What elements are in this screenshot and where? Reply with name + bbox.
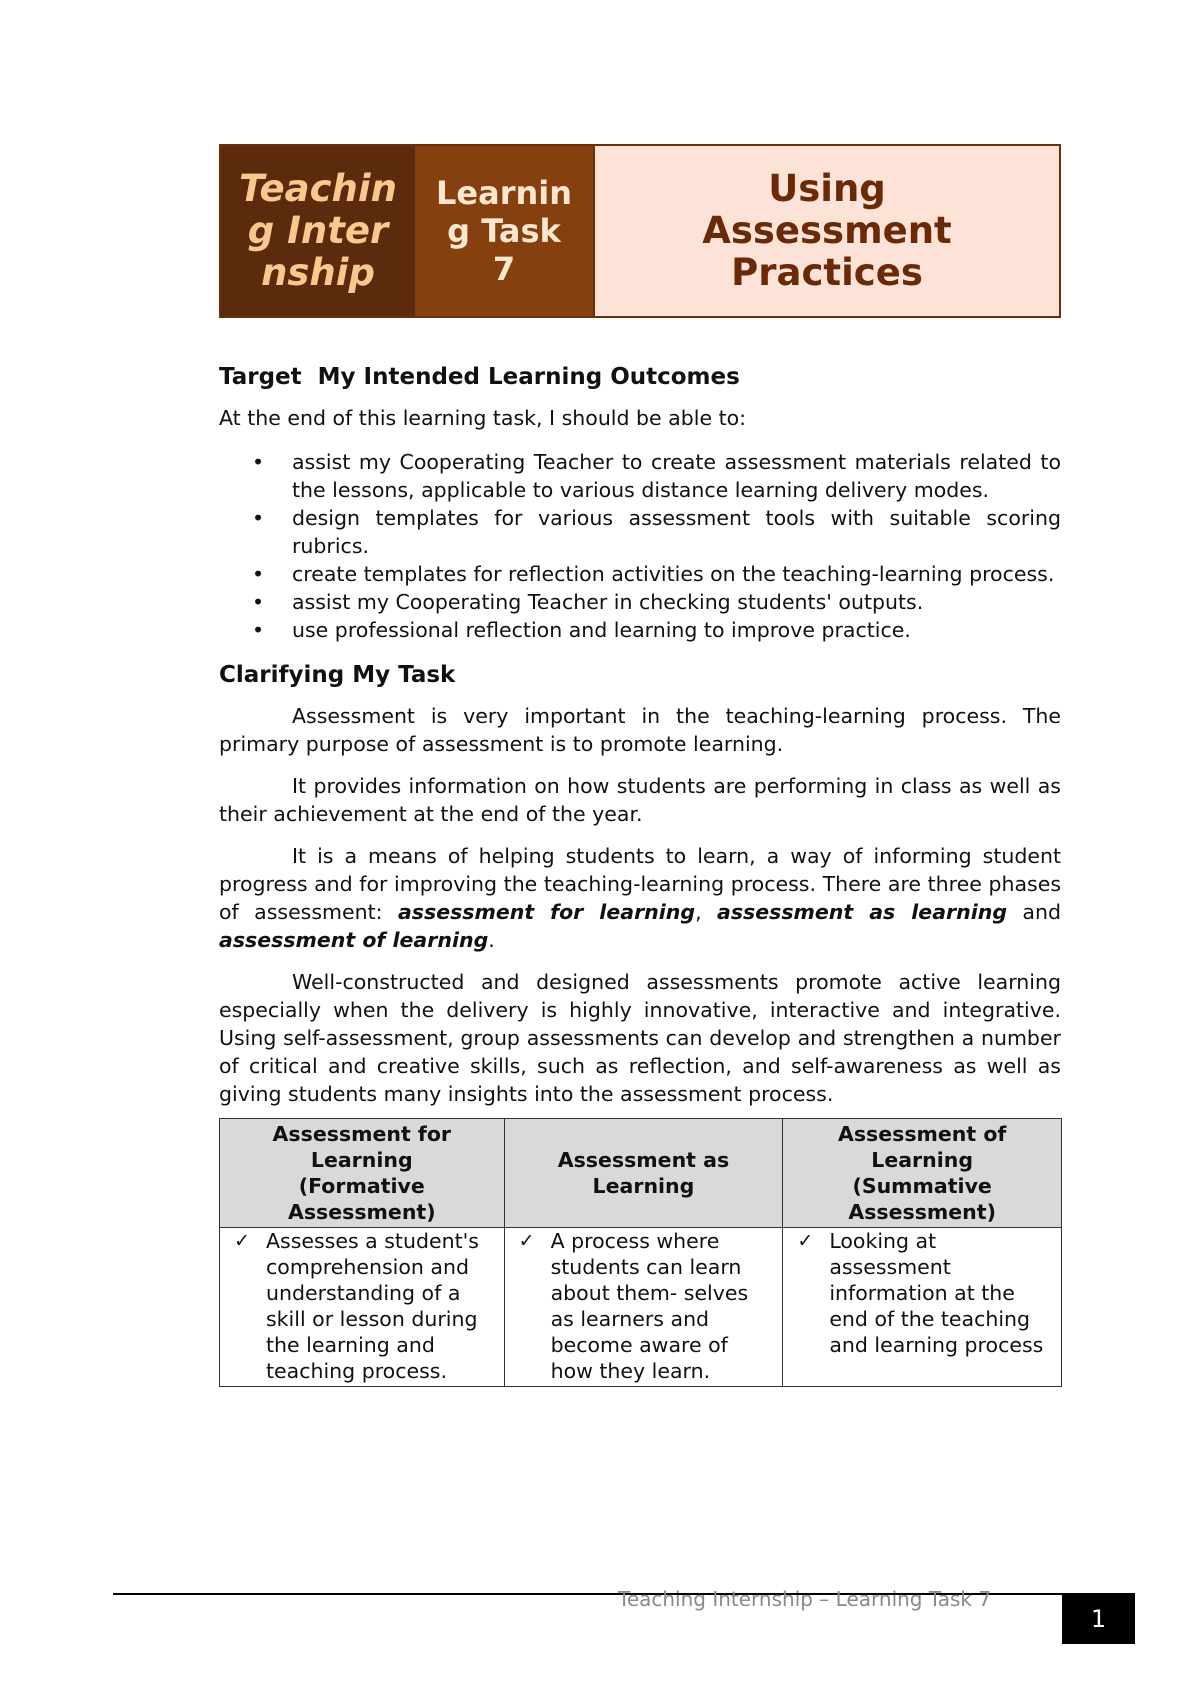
header-text: Assessment for Learning (Formative Assessment) [272,1122,452,1224]
list-item [219,560,1061,588]
clarify-paragraph-3 [219,842,1061,954]
banner-task-number: Learning Task 7 [415,146,593,316]
cell-text: A process where students can learn about them- selves as learners and become aware of how they learn. [550,1229,749,1383]
bullet-icon: • [252,590,265,614]
outcomes-intro: At the end of this learning task, I should be able to: [219,406,747,430]
outcome-text: design templates for various assessment tools with suitable scoring rubrics. [292,506,1061,558]
list-item [219,448,1061,504]
cell-for-learning [220,1228,505,1387]
clarify-paragraph-4: Well-constructed and designed assessments promote active learning especially when the delivery is highly innovative, interactive and integrative. Using self-assessment, group assessments can develop and strengthen a number of critical and creative skills, such as reflection, and self-awareness as well as giving students many insights into the assessment process. [219,970,1061,1106]
p3-text-a: It is a means of helping students to learn, a way of informing student progress and for improving the teaching-learning process. There are three phases of assessment: [219,844,1061,924]
phase-for-learning: assessment for learning [397,900,696,924]
list-item [219,588,1061,616]
outcome-text: create templates for reflection activities on the teaching-learning process. [292,562,1055,586]
banner-task-title-text: Using Assessment Practices [702,167,952,294]
page-number: 1 [1062,1593,1135,1644]
list-item [219,616,1061,644]
title-banner [219,144,1061,318]
clarify-paragraph-2: It provides information on how students are performing in class as well as their achievement at the end of the year. [219,774,1061,826]
bullet-icon: • [252,562,265,586]
header-for-learning [220,1119,505,1228]
outcomes-heading: Target My Intended Learning Outcomes [219,364,740,390]
cell-text: Looking at assessment information at the end of the teaching and learning process [829,1229,1044,1357]
check-icon: ✓ [234,1230,250,1252]
banner-course-title: Teaching Internship [221,146,415,316]
p3-text-e: and [1007,900,1061,924]
clarify-heading: Clarifying My Task [219,662,456,688]
table-row [220,1228,1062,1387]
bullet-icon: • [252,450,265,474]
banner-task-title [593,146,1059,316]
phase-of-learning: assessment of learning [219,928,489,952]
list-item [219,504,1061,560]
cell-of-learning [783,1228,1062,1387]
assessment-table [219,1118,1062,1387]
check-icon: ✓ [518,1230,535,1252]
outcome-text: use professional reflection and learning to improve practice. [292,618,911,642]
cell-text: Assesses a student's comprehension and understanding of a skill or lesson during the learning and teaching process. [266,1229,479,1383]
header-as-learning [504,1119,783,1228]
outcome-text: assist my Cooperating Teacher in checking students' outputs. [292,590,924,614]
bullet-icon: • [252,618,265,642]
outcomes-list [219,448,1061,644]
outcome-text: assist my Cooperating Teacher to create assessment materials related to the lessons, applicable to various distance learning delivery modes. [292,450,1061,502]
bullet-icon: • [252,506,265,530]
cell-as-learning [504,1228,783,1387]
clarify-paragraph-1: Assessment is very important in the teaching-learning process. The primary purpose of assessment is to promote learning. [219,704,1061,756]
p3-text-c: , [695,900,717,924]
footer-text: Teaching Internship – Learning Task 7 [618,1587,992,1611]
check-icon: ✓ [797,1230,814,1252]
header-of-learning [783,1119,1062,1228]
p3-text-g: . [488,928,495,952]
header-text: Assessment as Learning [557,1148,730,1198]
table-header-row [220,1119,1062,1228]
document-body [219,362,1061,1387]
phase-as-learning: assessment as learning [717,900,1008,924]
header-text: Assessment of Learning (Summative Assessment) [837,1122,1007,1224]
